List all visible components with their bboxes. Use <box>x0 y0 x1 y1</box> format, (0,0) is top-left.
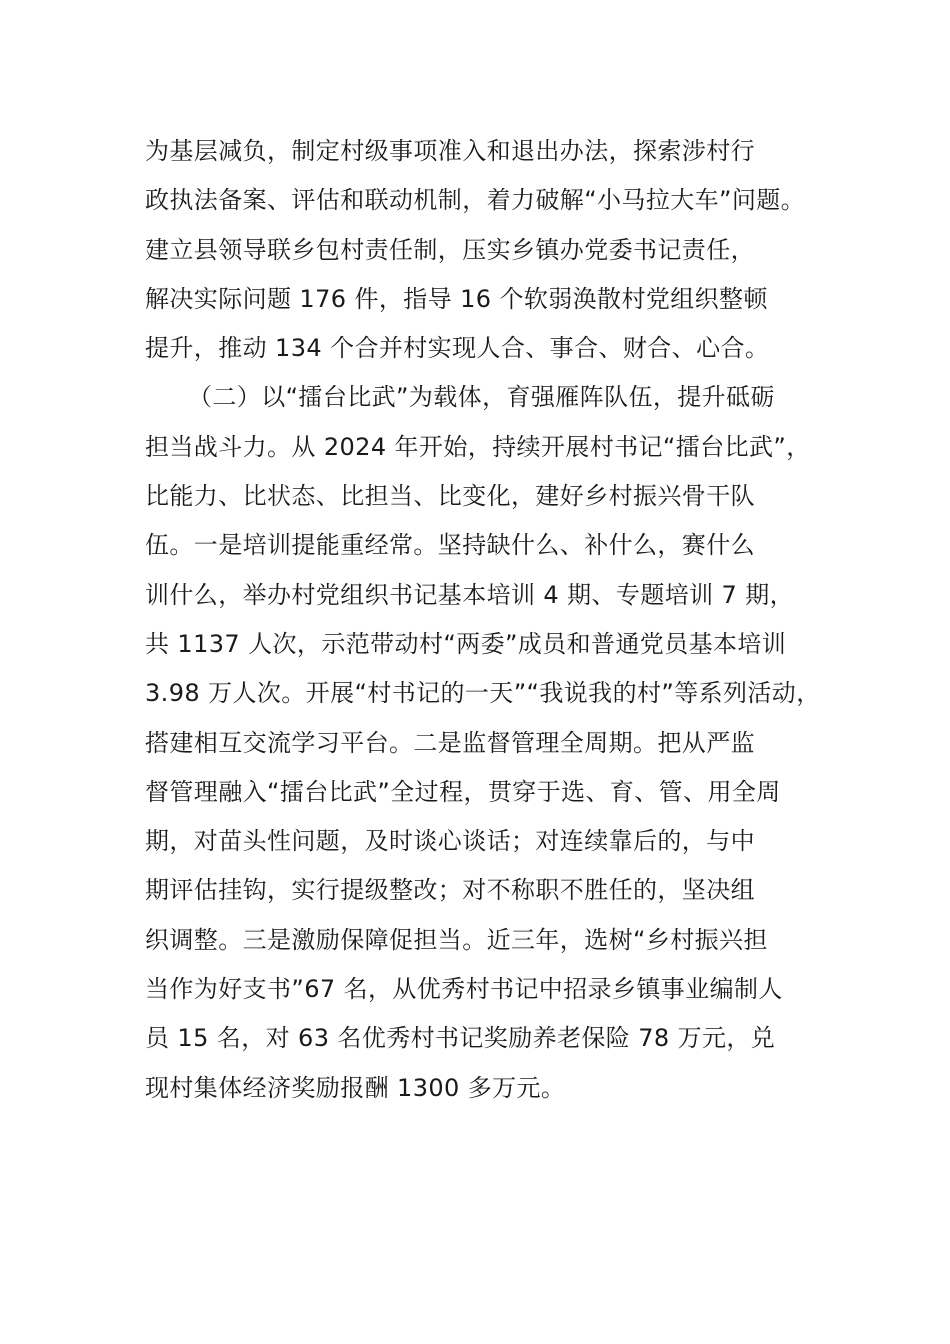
text-line: 现村集体经济奖励报酬 1300 多万元。 <box>145 1073 566 1102</box>
text-line: 比能力、比状态、比担当、比变化，建好乡村振兴骨干队 <box>145 482 755 511</box>
text-line: 当作为好支书”67 名，从优秀村书记中招录乡镇事业编制人 <box>145 975 783 1004</box>
section-heading-line: （二）以“擂台比武”为载体，育强雁阵队伍，提升砥砺 <box>188 383 775 412</box>
text-line: 训什么，举办村党组织书记基本培训 4 期、专题培训 7 期， <box>145 580 795 609</box>
text-line: 伍。一是培训提能重经常。坚持缺什么、补什么，赛什么 <box>145 531 755 560</box>
text-line: 员 15 名，对 63 名优秀村书记奖励养老保险 78 万元，兑 <box>145 1024 776 1053</box>
text-line: 为基层减负，制定村级事项准入和退出办法，探索涉村行 <box>145 137 755 165</box>
text-line: 解决实际问题 176 件，指导 16 个软弱涣散村党组织整顿 <box>145 284 768 313</box>
text-line: 政执法备案、评估和联动机制，着力破解“小马拉大车”问题。 <box>145 186 806 215</box>
text-line: 提升，推动 134 个合并村实现人合、事合、财合、心合。 <box>145 334 770 363</box>
text-line: 期，对苗头性问题，及时谈心谈话；对连续靠后的，与中 <box>145 827 755 856</box>
text-line: 共 1137 人次，示范带动村“两委”成员和普通党员基本培训 <box>145 629 787 658</box>
text-line: 搭建相互交流学习平台。二是监督管理全周期。把从严监 <box>145 728 755 757</box>
text-line: 督管理融入“擂台比武”全过程，贯穿于选、育、管、用全周 <box>145 777 781 806</box>
text-line: 3.98 万人次。开展“村书记的一天”“我说我的村”等系列活动， <box>145 679 821 708</box>
text-line: 织调整。三是激励保障促担当。近三年，选树“乡村振兴担 <box>145 925 768 954</box>
text-line: 担当战斗力。从 2024 年开始，持续开展村书记“擂台比武”， <box>145 432 811 461</box>
text-line: 建立县领导联乡包村责任制，压实乡镇办党委书记责任， <box>145 235 755 264</box>
body-text <box>145 127 845 1113</box>
text-line: 期评估挂钩，实行提级整改；对不称职不胜任的，坚决组 <box>145 876 755 905</box>
